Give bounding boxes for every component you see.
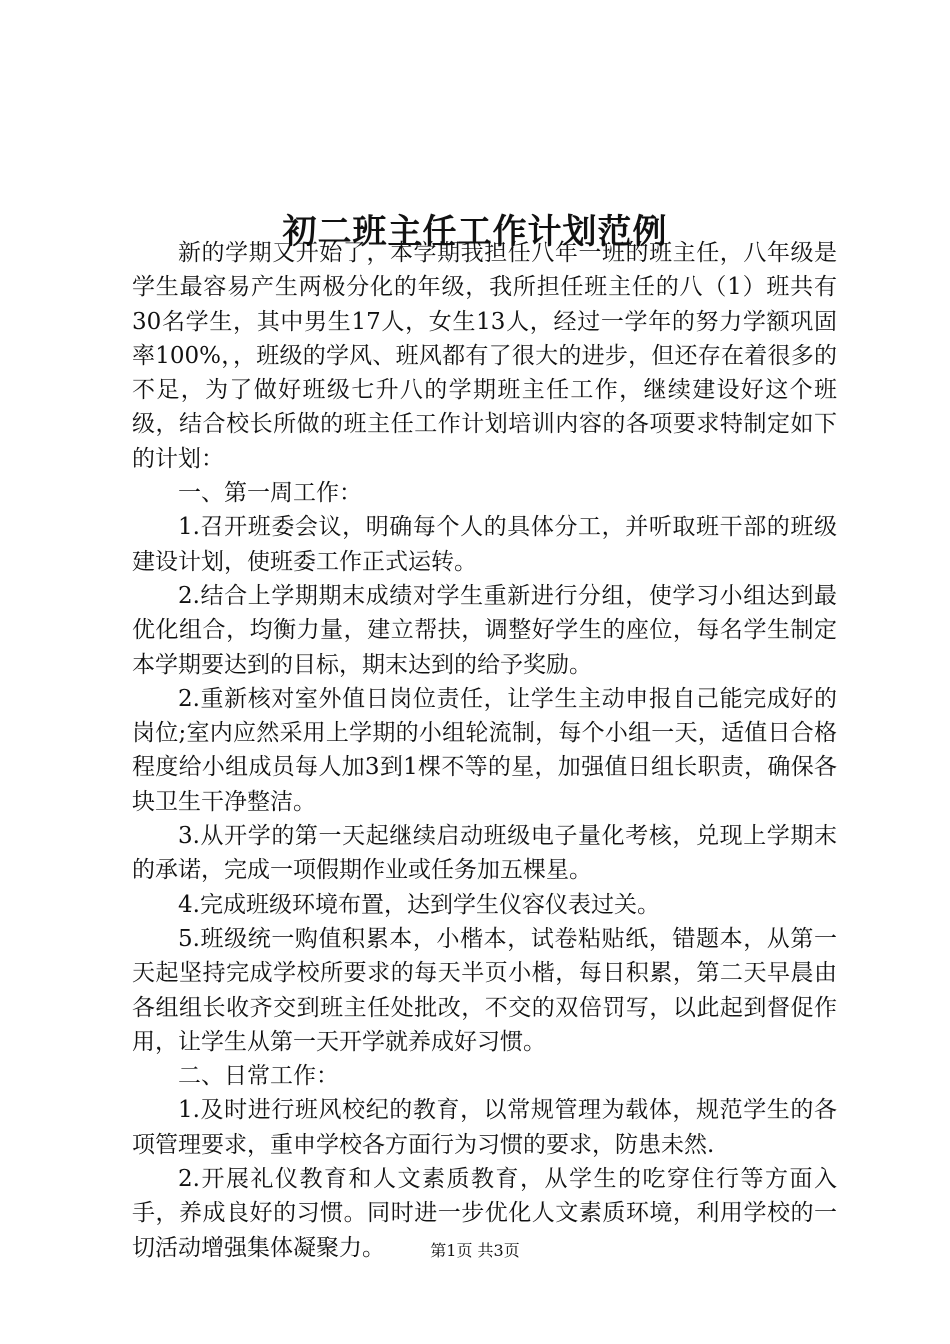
section-heading-first-week: 一、第一周工作： [178,480,362,507]
paragraph-item: 2.重新核对室外值日岗位责任，让学生主动申报自己能完成好的岗位;室内应然采用上学期的小组轮流制，每个小组一天，适值日合格程度给小组成员每人加3到1棵不等的星，加强值日组长职责，确保各块卫生干净整洁。 [132,685,837,815]
paragraph-item: 2.开展礼仪教育和人文素质教育，从学生的吃穿住行等方面入手，养成良好的习惯。同时进一步优化人文素质环境，利用学校的一切活动增强集体凝聚力。 [132,1166,837,1261]
paragraph-item: 5.班级统一购值积累本，小楷本，试卷粘贴纸，错题本，从第一天起坚持完成学校所要求的每天半页小楷，每日积累，第二天早晨由各组组长收齐交到班主任处批改，不交的双倍罚写，以此起到督促作用，让学生从第一天开学就养成好习惯。 [132,925,837,1055]
document-body [132,236,837,1265]
paragraph-item: 3.从开学的第一天起继续启动班级电子量化考核，兑现上学期末的承诺，完成一项假期作业或任务加五棵星。 [132,823,837,884]
paragraph-intro: 新的学期又开始了，本学期我担任八年一班的班主任，八年级是学生最容易产生两极分化的年级，我所担任班主任的八（1）班共有30名学生，其中男生17人，女生13人，经过一学年的努力学额巩固率100%，，班级的学风、班风都有了很大的进步，但还存在着很多的不足，为了做好班级七升八的学期班主任工作，继续建设好这个班级，结合校长所做的班主任工作计划培训内容的各项要求特制定如下的计划： [132,240,837,472]
section-heading-daily-work: 二、日常工作： [178,1063,339,1090]
paragraph-item: 2.结合上学期期末成绩对学生重新进行分组，使学习小组达到最优化组合，均衡力量，建立帮扶，调整好学生的座位，每名学生制定本学期要达到的目标，期末达到的给予奖励。 [132,582,837,678]
page-number-footer: 第1页 共3页 [430,1241,520,1260]
document-title: 初二班主任工作计划范例 [282,211,668,252]
paragraph-item: 1.召开班委会议，明确每个人的具体分工，并听取班干部的班级建设计划，使班委工作正式运转。 [132,514,837,575]
paragraph-item: 4.完成班级环境布置，达到学生仪容仪表过关。 [178,891,660,918]
paragraph-item: 1.及时进行班风校纪的教育，以常规管理为载体，规范学生的各项管理要求，重申学校各方面行为习惯的要求，防患未然. [132,1097,837,1158]
